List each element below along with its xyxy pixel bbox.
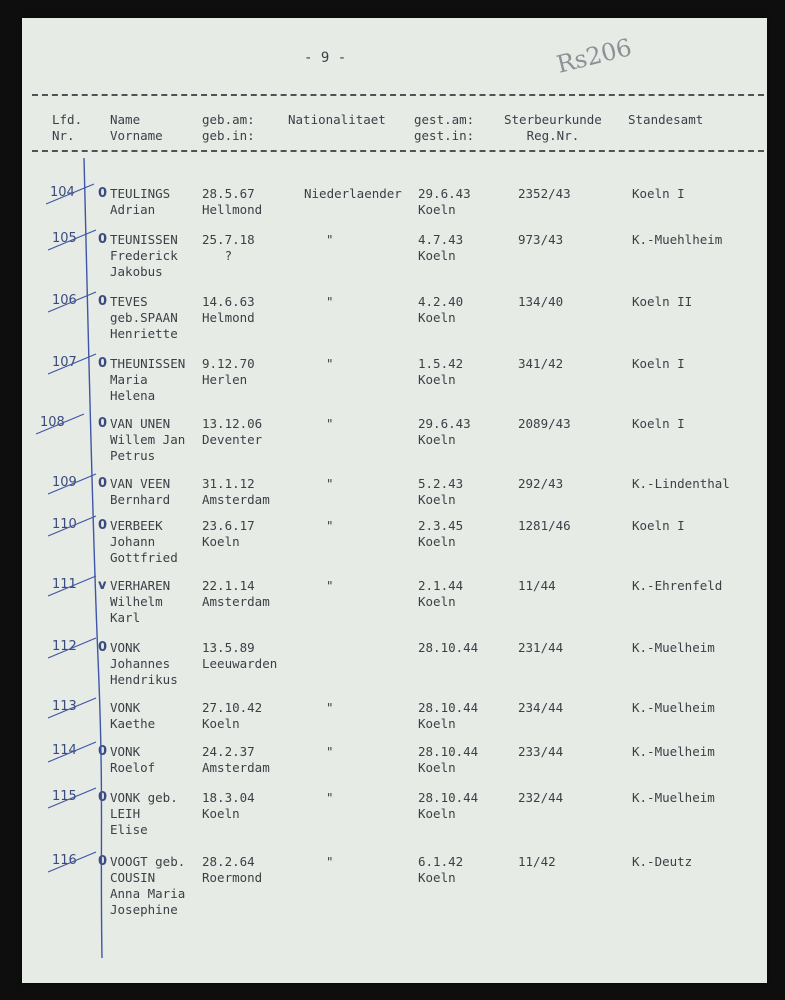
cell-office: K.-Muelheim bbox=[632, 640, 715, 655]
row-number: 114 bbox=[52, 743, 77, 758]
cell-birth: 28.5.67 Hellmond bbox=[202, 186, 263, 217]
cell-death: 28.10.44 Koeln bbox=[418, 790, 479, 821]
cell-death: 4.2.40 Koeln bbox=[418, 294, 464, 325]
cell-nationality: " bbox=[326, 854, 334, 869]
strike-mark bbox=[48, 638, 96, 658]
cell-name: VONK Johannes Hendrikus bbox=[110, 640, 178, 687]
cell-name: TEVES geb.SPAAN Henriette bbox=[110, 294, 178, 341]
header-nationality: Nationalitaet bbox=[288, 112, 386, 127]
cell-birth: 13.12.06 Deventer bbox=[202, 416, 263, 447]
cell-death: 29.6.43 Koeln bbox=[418, 186, 471, 217]
row-number: 115 bbox=[52, 789, 77, 804]
cell-birth: 28.2.64 Roermond bbox=[202, 854, 263, 885]
cell-death: 28.10.44 Koeln bbox=[418, 744, 479, 775]
check-mark: 0 bbox=[98, 416, 108, 431]
cell-birth: 18.3.04 Koeln bbox=[202, 790, 255, 821]
check-mark: 0 bbox=[98, 790, 108, 805]
cell-nationality: " bbox=[326, 578, 334, 593]
cell-register: 341/42 bbox=[518, 356, 564, 371]
cell-name: VERBEEK Johann Gottfried bbox=[110, 518, 178, 565]
cell-office: K.-Muelheim bbox=[632, 790, 715, 805]
cell-nationality: " bbox=[326, 476, 334, 491]
check-mark: 0 bbox=[98, 232, 108, 247]
cell-name: VONK Roelof bbox=[110, 744, 156, 775]
archive-stamp: Rs206 bbox=[553, 33, 635, 79]
cell-birth: 9.12.70 Herlen bbox=[202, 356, 255, 387]
cell-birth: 27.10.42 Koeln bbox=[202, 700, 263, 731]
check-mark: 0 bbox=[98, 356, 108, 371]
cell-register: 11/42 bbox=[518, 854, 556, 869]
cell-death: 29.6.43 Koeln bbox=[418, 416, 471, 447]
cell-register: 231/44 bbox=[518, 640, 564, 655]
cell-register: 1281/46 bbox=[518, 518, 571, 533]
cell-name: TEULINGS Adrian bbox=[110, 186, 171, 217]
check-mark: 0 bbox=[98, 186, 108, 201]
row-number: 106 bbox=[52, 293, 77, 308]
strike-mark bbox=[48, 788, 96, 808]
strike-mark bbox=[48, 742, 96, 762]
cell-death: 28.10.44 Koeln bbox=[418, 700, 479, 731]
strike-mark bbox=[46, 184, 94, 204]
row-number: 116 bbox=[52, 853, 77, 868]
cell-nationality: " bbox=[326, 700, 334, 715]
strike-mark bbox=[36, 414, 84, 434]
strike-mark bbox=[48, 230, 96, 250]
cell-nationality: " bbox=[326, 416, 334, 431]
cell-office: K.-Lindenthal bbox=[632, 476, 730, 491]
row-number: 111 bbox=[52, 577, 77, 592]
strike-mark bbox=[48, 474, 96, 494]
cell-death: 28.10.44 bbox=[418, 640, 479, 655]
header-death: gest.am: gest.in: bbox=[414, 112, 475, 143]
cell-death: 1.5.42 Koeln bbox=[418, 356, 464, 387]
row-number: 112 bbox=[52, 639, 77, 654]
cell-register: 234/44 bbox=[518, 700, 564, 715]
check-mark: 0 bbox=[98, 640, 108, 655]
cell-nationality: " bbox=[326, 518, 334, 533]
row-number: 104 bbox=[50, 185, 75, 200]
cell-nationality: " bbox=[326, 744, 334, 759]
cell-name: VONK geb. LEIH Elise bbox=[110, 790, 178, 837]
strike-mark bbox=[48, 516, 96, 536]
header-name: Name Vorname bbox=[110, 112, 163, 143]
cell-birth: 25.7.18 ? bbox=[202, 232, 255, 263]
cell-name: VOOGT geb. COUSIN Anna Maria Josephine bbox=[110, 854, 186, 917]
check-mark: 0 bbox=[98, 744, 108, 759]
header-office: Standesamt bbox=[628, 112, 704, 127]
row-number: 110 bbox=[52, 517, 77, 532]
cell-office: K.-Muehlheim bbox=[632, 232, 723, 247]
cell-death: 4.7.43 Koeln bbox=[418, 232, 464, 263]
check-mark: 0 bbox=[98, 476, 108, 491]
cell-birth: 14.6.63 Helmond bbox=[202, 294, 255, 325]
cell-office: Koeln II bbox=[632, 294, 693, 309]
cell-office: K.-Ehrenfeld bbox=[632, 578, 723, 593]
cell-register: 2352/43 bbox=[518, 186, 571, 201]
cell-death: 2.1.44 Koeln bbox=[418, 578, 464, 609]
check-mark: 0 bbox=[98, 518, 108, 533]
cell-register: 2089/43 bbox=[518, 416, 571, 431]
cell-name: TEUNISSEN Frederick Jakobus bbox=[110, 232, 178, 279]
cell-register: 973/43 bbox=[518, 232, 564, 247]
cell-birth: 24.2.37 Amsterdam bbox=[202, 744, 270, 775]
cell-nationality: Niederlaender bbox=[304, 186, 402, 201]
header-birth: geb.am: geb.in: bbox=[202, 112, 255, 143]
header-nr: Lfd. Nr. bbox=[52, 112, 83, 143]
row-number: 105 bbox=[52, 231, 77, 246]
cell-birth: 13.5.89 Leeuwarden bbox=[202, 640, 278, 671]
cell-death: 5.2.43 Koeln bbox=[418, 476, 464, 507]
row-number: 107 bbox=[52, 355, 77, 370]
cell-nationality: " bbox=[326, 356, 334, 371]
cell-register: 292/43 bbox=[518, 476, 564, 491]
row-number: 113 bbox=[52, 699, 77, 714]
cell-name: VAN VEEN Bernhard bbox=[110, 476, 171, 507]
cell-office: K.-Muelheim bbox=[632, 700, 715, 715]
cell-register: 233/44 bbox=[518, 744, 564, 759]
cell-name: THEUNISSEN Maria Helena bbox=[110, 356, 186, 403]
check-mark: 0 bbox=[98, 854, 108, 869]
strike-mark bbox=[48, 576, 96, 596]
check-mark: 0 bbox=[98, 294, 108, 309]
cell-office: Koeln I bbox=[632, 186, 685, 201]
cell-death: 6.1.42 Koeln bbox=[418, 854, 464, 885]
cell-office: Koeln I bbox=[632, 416, 685, 431]
cell-office: K.-Deutz bbox=[632, 854, 693, 869]
cell-name: VONK Kaethe bbox=[110, 700, 156, 731]
cell-office: Koeln I bbox=[632, 518, 685, 533]
cell-register: 134/40 bbox=[518, 294, 564, 309]
cell-nationality: " bbox=[326, 232, 334, 247]
cell-office: Koeln I bbox=[632, 356, 685, 371]
row-number: 108 bbox=[40, 415, 65, 430]
cell-birth: 22.1.14 Amsterdam bbox=[202, 578, 270, 609]
header-register: Sterbeurkunde Reg.Nr. bbox=[504, 112, 602, 143]
document-page bbox=[22, 18, 767, 983]
cell-nationality: " bbox=[326, 294, 334, 309]
page-number: - 9 - bbox=[304, 50, 347, 66]
row-number: 109 bbox=[52, 475, 77, 490]
strike-mark bbox=[48, 852, 96, 872]
cell-office: K.-Muelheim bbox=[632, 744, 715, 759]
cell-register: 11/44 bbox=[518, 578, 556, 593]
cell-nationality: " bbox=[326, 790, 334, 805]
cell-death: 2.3.45 Koeln bbox=[418, 518, 464, 549]
cell-birth: 23.6.17 Koeln bbox=[202, 518, 255, 549]
pen-annotations bbox=[22, 18, 767, 983]
strike-mark bbox=[48, 292, 96, 312]
cell-name: VERHAREN Wilhelm Karl bbox=[110, 578, 171, 625]
cell-birth: 31.1.12 Amsterdam bbox=[202, 476, 270, 507]
check-mark: v bbox=[98, 578, 107, 593]
cell-register: 232/44 bbox=[518, 790, 564, 805]
pen-margin-line bbox=[84, 158, 102, 958]
cell-name: VAN UNEN Willem Jan Petrus bbox=[110, 416, 186, 463]
strike-mark bbox=[48, 698, 96, 718]
